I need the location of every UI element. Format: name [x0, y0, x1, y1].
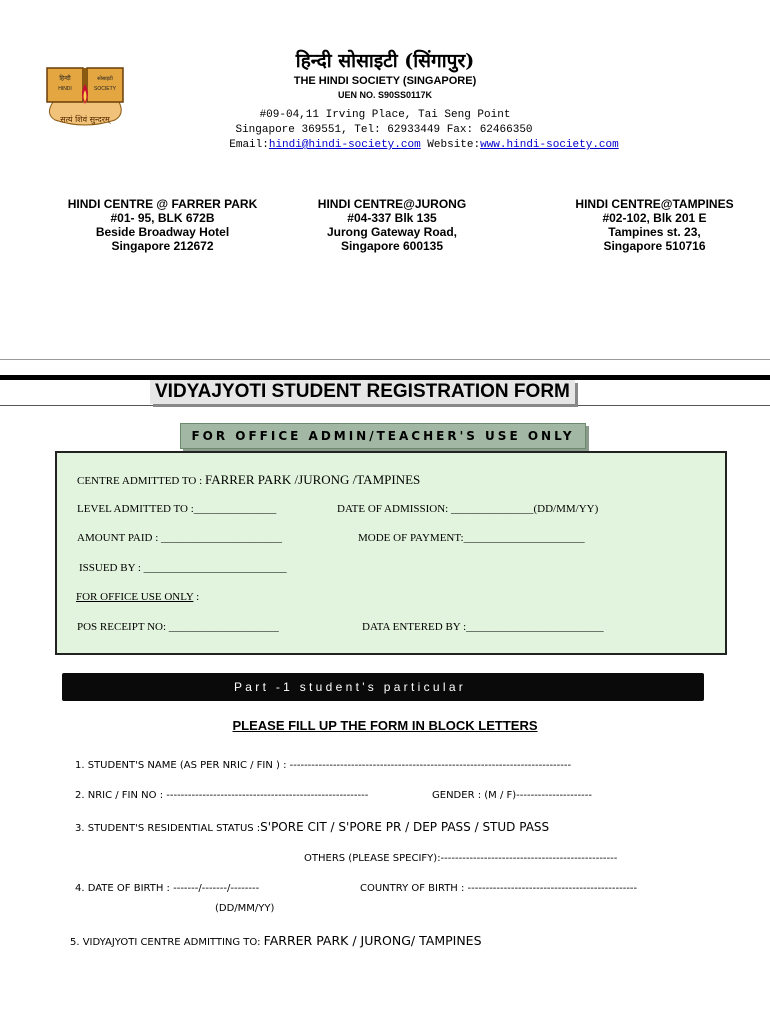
- centre-address-line: Singapore 510716: [603, 239, 706, 253]
- centre-address-line: Singapore 600135: [340, 239, 444, 253]
- centre-jurong: [282, 197, 502, 253]
- date-format-hint: (DD/MM/YY): [215, 903, 275, 914]
- centre-admitted-label: CENTRE ADMITTED TO :: [77, 475, 203, 487]
- centre-address-line: Singapore 212672: [111, 239, 214, 253]
- centre-address-line: #01- 95, BLK 672B: [110, 211, 215, 225]
- issued-by-field[interactable]: ISSUED BY : __________________________: [79, 562, 287, 574]
- svg-text:सोसाइटी: सोसाइटी: [97, 76, 113, 82]
- office-use-only-label: [76, 591, 199, 603]
- date-of-admission-field[interactable]: DATE OF ADMISSION: _______________(DD/MM/YY): [337, 503, 599, 515]
- pos-receipt-field[interactable]: POS RECEIPT NO: ____________________: [77, 621, 279, 633]
- address-line-2: Singapore 369551, Tel: 62933449 Fax: 62466350: [235, 124, 533, 136]
- others-specify-field[interactable]: OTHERS (PLEASE SPECIFY):-------------------------------------------------: [304, 853, 618, 864]
- website-label: Website:: [427, 139, 481, 151]
- centre-address-line: Beside Broadway Hotel: [95, 225, 230, 239]
- centre-admitted-options: FARRER PARK /JURONG /TAMPINES: [204, 472, 421, 487]
- centre-address-line: #04-337 Blk 135: [347, 211, 437, 225]
- svg-text:हिन्दी: हिन्दी: [59, 75, 71, 82]
- divider: [0, 405, 770, 406]
- form-title: VIDYAJYOTI STUDENT REGISTRATION FORM: [150, 380, 575, 404]
- residential-status-field[interactable]: [75, 820, 549, 834]
- org-name: THE HINDI SOCIETY (SINGAPORE): [293, 75, 477, 87]
- office-use-banner: FOR OFFICE ADMIN/TEACHER'S USE ONLY: [180, 423, 586, 449]
- office-use-only-text: FOR OFFICE USE ONLY: [76, 591, 194, 603]
- svg-text:सत्यं शिवं सुन्दरम्: सत्यं शिवं सुन्दरम्: [60, 115, 110, 124]
- uen-number: UEN NO. S90SS0117K: [337, 90, 433, 100]
- address-line-1: #09-04,11 Irving Place, Tai Seng Point: [259, 109, 511, 121]
- residential-status-options: S'PORE CIT / S'PORE PR / DEP PASS / STUD PASS: [260, 820, 550, 834]
- svg-text:SOCIETY: SOCIETY: [94, 86, 116, 92]
- level-admitted-field[interactable]: LEVEL ADMITTED TO :_______________: [77, 503, 277, 515]
- website-link[interactable]: www.hindi-society.com: [480, 139, 619, 151]
- centre-address-line: #02-102, Blk 201 E: [602, 211, 707, 225]
- centre-address-line: Tampines st. 23,: [608, 225, 701, 239]
- email-label: Email:: [229, 139, 269, 151]
- centre-name: HINDI CENTRE @ FARRER PARK: [67, 197, 258, 211]
- centre-admitting-label: 5. VIDYAJYOTI CENTRE ADMITTING TO:: [70, 937, 261, 948]
- contact-line: [0, 139, 770, 151]
- mode-of-payment-field[interactable]: MODE OF PAYMENT:______________________: [358, 532, 585, 544]
- part-1-header: Part -1 student's particular: [62, 673, 704, 701]
- residential-status-label: 3. STUDENT'S RESIDENTIAL STATUS :: [75, 823, 261, 834]
- svg-text:HINDI: HINDI: [58, 86, 72, 92]
- centre-name: HINDI CENTRE@TAMPINES: [575, 197, 734, 211]
- centre-farrer-park: [50, 197, 275, 253]
- centre-name: HINDI CENTRE@JURONG: [317, 197, 467, 211]
- block-letters-instruction: PLEASE FILL UP THE FORM IN BLOCK LETTERS: [232, 718, 538, 733]
- centre-tampines: [542, 197, 767, 253]
- centre-admitting-options: FARRER PARK / JURONG/ TAMPINES: [263, 933, 482, 948]
- data-entered-by-field[interactable]: DATA ENTERED BY :_________________________: [362, 621, 604, 633]
- hindi-title: हिन्दी सोसाइटी (सिंगापुर): [295, 50, 475, 72]
- centre-address-line: Jurong Gateway Road,: [326, 225, 458, 239]
- email-link[interactable]: hindi@hindi-society.com: [268, 139, 421, 151]
- office-use-only-colon: :: [196, 591, 200, 603]
- centre-admitting-field[interactable]: [70, 933, 482, 948]
- centre-admitted-field[interactable]: [77, 472, 420, 488]
- country-of-birth-field[interactable]: COUNTRY OF BIRTH : -----------------------------------------------: [360, 883, 638, 894]
- date-of-birth-field[interactable]: 4. DATE OF BIRTH : -------/-------/--------: [75, 883, 260, 894]
- nric-fin-field[interactable]: 2. NRIC / FIN NO : --------------------------------------------------------: [75, 790, 369, 801]
- amount-paid-field[interactable]: AMOUNT PAID : ______________________: [77, 532, 283, 544]
- gender-field[interactable]: GENDER : (M / F)---------------------: [432, 790, 592, 801]
- divider: [0, 359, 770, 360]
- student-name-field[interactable]: 1. STUDENT'S NAME (AS PER NRIC / FIN ) : ------------------------------------------------------------------------------: [75, 760, 572, 771]
